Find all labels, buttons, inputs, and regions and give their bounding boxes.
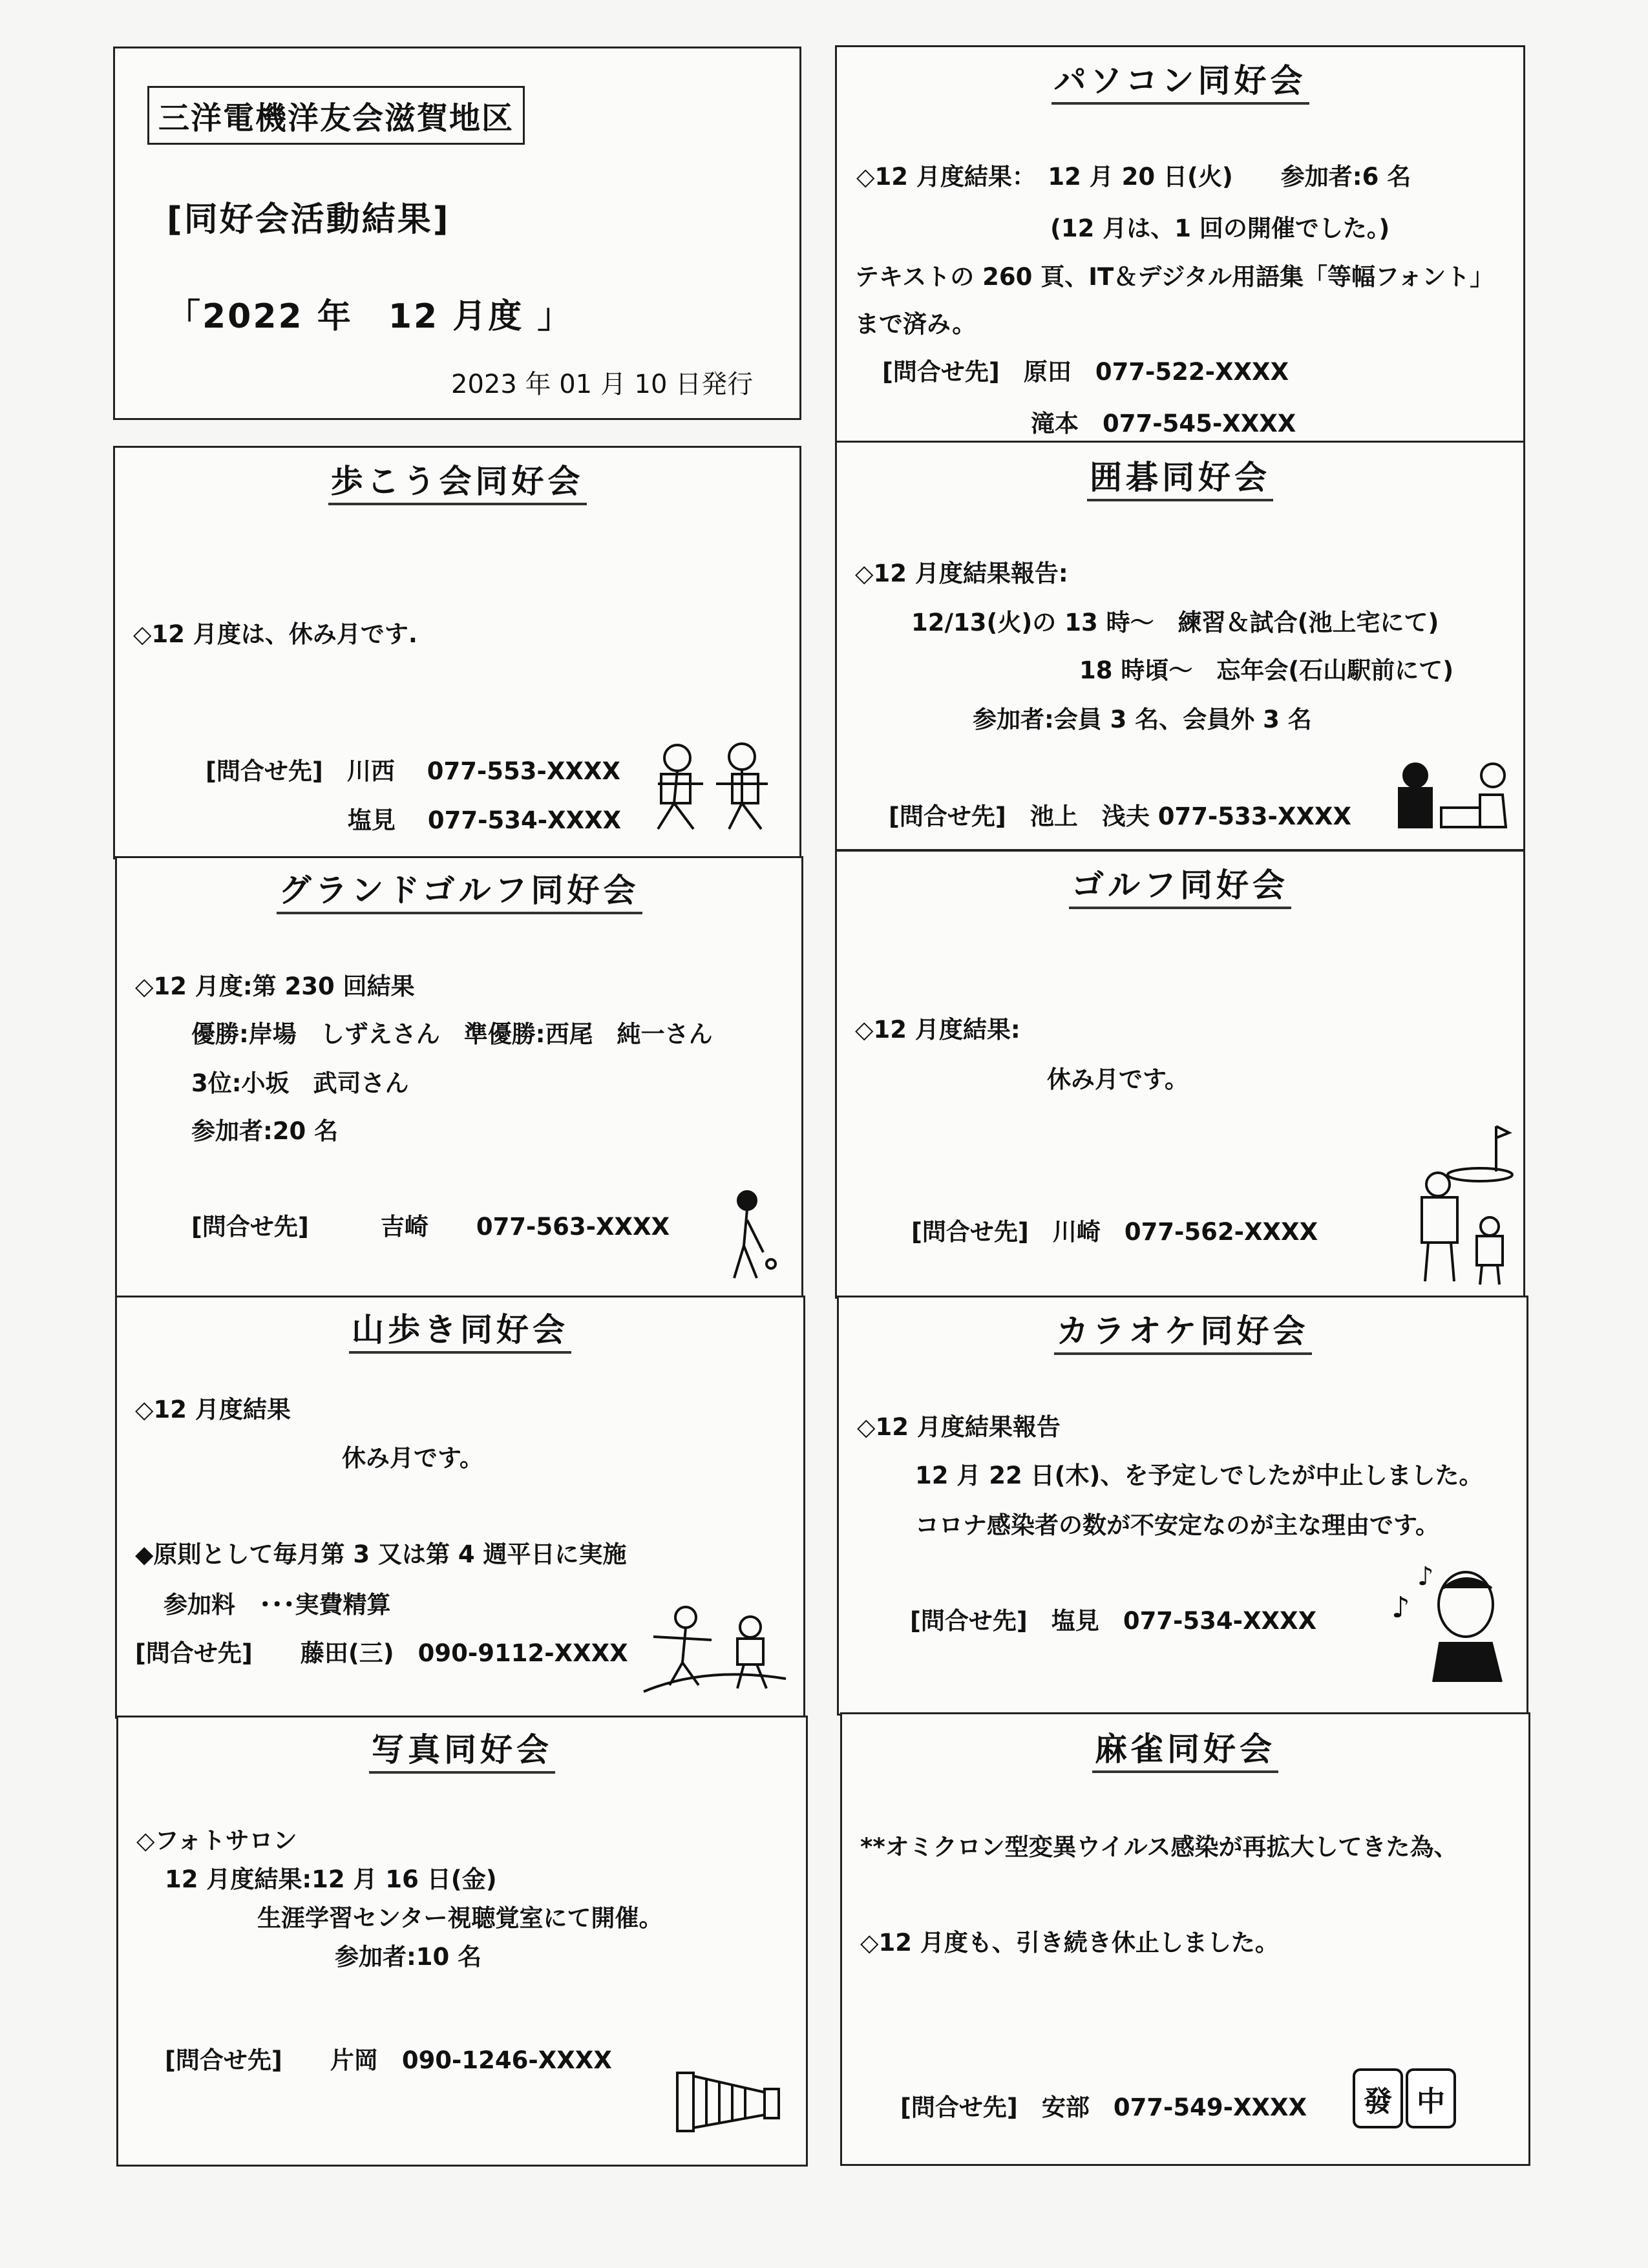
shashin-title: 写真同好会	[369, 1731, 555, 1774]
karaoke-title: カラオケ同好会	[1054, 1312, 1312, 1355]
svg-text:♪: ♪	[1417, 1562, 1434, 1591]
arukou-contact-2: 塩見 077-534-XXXX	[348, 806, 622, 834]
section-title	[837, 55, 1523, 101]
section-title	[837, 452, 1523, 498]
section-golf	[835, 850, 1525, 1299]
section-grandgolf	[115, 856, 803, 1302]
section-title	[117, 1304, 803, 1350]
section-shashin	[116, 1716, 808, 2167]
grandgolf-title: グランドゴルフ同好会	[277, 872, 642, 914]
igo-contact: [問合せ先] 池上 浅夫 077-533-XXXX	[889, 803, 1351, 830]
singer-icon	[1388, 1559, 1517, 1688]
section-mahjong	[840, 1712, 1530, 2166]
page-heading: [同好会活動結果]	[167, 200, 450, 239]
pasokon-line-4: まで済み。	[855, 310, 977, 338]
mahjong-line-1: **オミクロン型変異ウイルス感染が再拡大してきた為、	[860, 1833, 1458, 1861]
shashin-line-2: 12 月度結果:12 月 16 日(金)	[165, 1865, 497, 1893]
section-yamaaruki	[115, 1296, 805, 1719]
shashin-line-4: 参加者:10 名	[335, 1943, 482, 1971]
grandgolf-line-3: 3位:小坂 武司さん	[191, 1069, 409, 1097]
section-title	[837, 859, 1523, 906]
igo-line-1: ◇12 月度結果報告:	[855, 560, 1068, 587]
tile-hatsu: 發	[1353, 2068, 1403, 2128]
section-title	[842, 1723, 1528, 1770]
golf-line-1: ◇12 月度結果:	[855, 1016, 1020, 1044]
page-period: 「2022 年 12 月度 」	[167, 297, 573, 336]
go-players-icon	[1396, 759, 1512, 837]
igo-line-3: 18 時頃～ 忘年会(石山駅前にて)	[1079, 656, 1454, 684]
golf-title: ゴルフ同好会	[1069, 866, 1291, 909]
yamaaruki-title: 山歩き同好会	[349, 1311, 571, 1354]
tile-chun: 中	[1406, 2068, 1456, 2128]
section-karaoke	[837, 1296, 1528, 1716]
section-arukou	[113, 446, 801, 859]
grandgolf-line-1: ◇12 月度:第 230 回結果	[135, 972, 415, 1000]
header-box	[113, 47, 801, 420]
karaoke-line-1: ◇12 月度結果報告	[857, 1413, 1061, 1441]
arukou-title: 歩こう会同好会	[328, 463, 587, 505]
grandgolf-line-2: 優勝:岸場 しずえさん 準優勝:西尾 純一さん	[191, 1020, 713, 1048]
golf-contact: [問合せ先] 川崎 077-562-XXXX	[911, 1218, 1318, 1246]
golfers-icon	[1406, 1120, 1516, 1288]
pasokon-line-3: テキストの 260 頁、IT＆デジタル用語集「等幅フォント」	[855, 263, 1494, 291]
grandgolf-line-4: 参加者:20 名	[191, 1117, 339, 1145]
section-title	[115, 456, 799, 502]
section-title	[117, 865, 801, 911]
issue-date: 2023 年 01 月 10 日発行	[451, 370, 754, 399]
grandgolf-contact: [問合せ先] 吉崎 077-563-XXXX	[191, 1213, 670, 1241]
mahjong-line-2: ◇12 月度も、引き続き休止しました。	[860, 1929, 1279, 1957]
yamaaruki-line-2: 休み月です。	[342, 1444, 484, 1472]
yamaaruki-contact: [問合せ先] 藤田(三) 090-9112-XXXX	[135, 1639, 628, 1667]
section-pasokon	[835, 45, 1525, 443]
mahjong-tiles-icon	[1353, 2068, 1456, 2128]
pasokon-contact-2: 滝本 077-545-XXXX	[1031, 410, 1296, 437]
pasokon-line-1: ◇12 月度結果： 12 月 20 日(火) 参加者:6 名	[856, 163, 1411, 191]
walking-people-icon	[639, 739, 781, 835]
igo-line-2: 12/13(火)の 13 時～ 練習＆試合(池上宅にて)	[911, 609, 1439, 636]
shashin-line-1: ◇フォトサロン	[136, 1827, 297, 1854]
svg-text:♪: ♪	[1391, 1590, 1410, 1624]
mahjong-title: 麻雀同好会	[1092, 1730, 1278, 1773]
section-title	[839, 1305, 1527, 1352]
arukou-line-1: ◇12 月度は、休み月です.	[133, 620, 417, 648]
shashin-line-3: 生涯学習センター視聴覚室にて開催。	[257, 1904, 663, 1932]
pasokon-contact-1: [問合せ先] 原田 077-522-XXXX	[882, 358, 1289, 386]
mahjong-contact: [問合せ先] 安部 077-549-XXXX	[900, 2094, 1307, 2121]
yamaaruki-line-4: 参加料 ･･･実費精算	[164, 1591, 391, 1619]
grandgolf-player-icon	[718, 1188, 783, 1285]
section-title	[118, 1724, 806, 1770]
pasokon-title: パソコン同好会	[1051, 62, 1309, 105]
hikers-icon	[640, 1601, 789, 1698]
pasokon-line-2: (12 月は、1 回の開催でした。)	[1050, 215, 1390, 242]
igo-title: 囲碁同好会	[1087, 459, 1273, 501]
karaoke-line-3: コロナ感染者の数が不安定なのが主な理由です。	[915, 1511, 1440, 1539]
org-name: 三洋電機洋友会滋賀地区	[147, 86, 525, 145]
camera-icon	[674, 2066, 784, 2137]
karaoke-line-2: 12 月 22 日(木)、を予定しでしたが中止しました。	[915, 1462, 1483, 1489]
yamaaruki-line-3: ◆原則として毎月第 3 又は第 4 週平日に実施	[135, 1540, 627, 1568]
karaoke-contact: [問合せ先] 塩見 077-534-XXXX	[910, 1607, 1317, 1635]
yamaaruki-line-1: ◇12 月度結果	[135, 1396, 291, 1423]
section-igo	[835, 441, 1525, 851]
arukou-contact-1: [問合せ先] 川西 077-553-XXXX	[206, 757, 620, 785]
igo-line-4: 参加者:会員 3 名、会員外 3 名	[973, 706, 1312, 733]
golf-line-2: 休み月です。	[1047, 1066, 1189, 1093]
shashin-contact: [問合せ先] 片岡 090-1246-XXXX	[165, 2046, 612, 2074]
